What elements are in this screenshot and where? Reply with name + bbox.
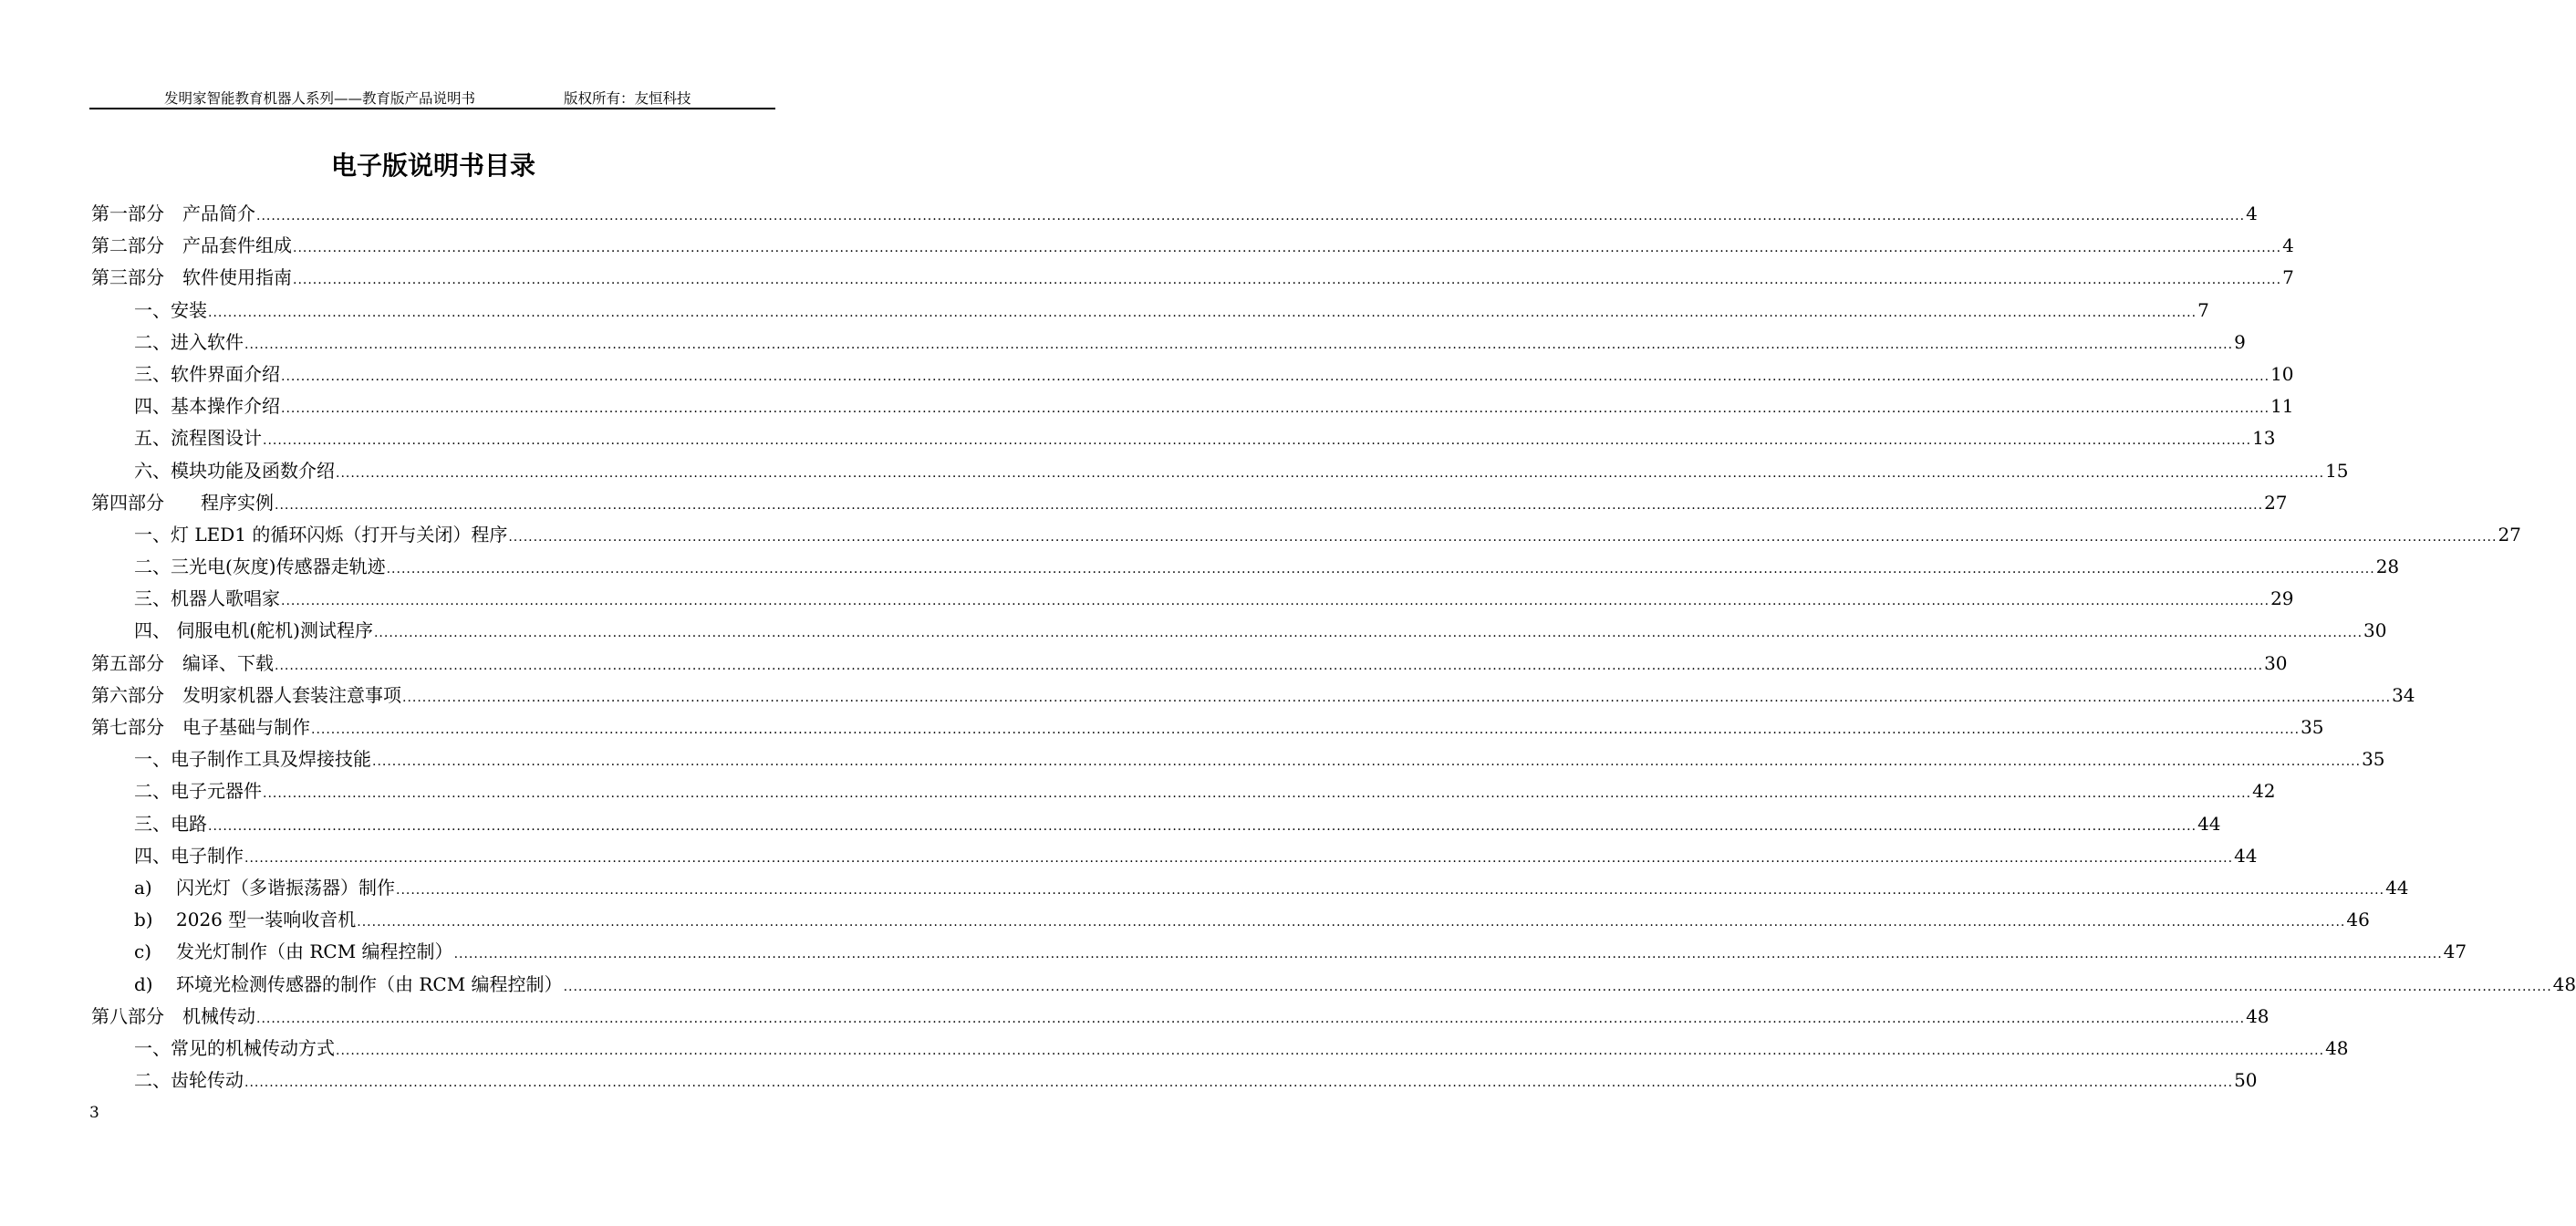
toc-entry-marker: c) — [134, 940, 152, 963]
toc-entry-page: 10 — [2270, 362, 2294, 385]
toc-dot-leader: ................................................................................................................................................................................................................................................................................................................................................................................................................ — [244, 1075, 2234, 1091]
toc-entry[interactable] — [134, 872, 2409, 904]
toc-entry-page: 42 — [2252, 780, 2276, 803]
toc-dot-leader: ................................................................................................................................................................................................................................................................................................................................................................................................................ — [281, 594, 2270, 609]
toc-entry[interactable] — [134, 743, 2385, 775]
toc-entry-page: 48 — [2552, 972, 2576, 995]
toc-entry[interactable] — [134, 1033, 2349, 1065]
toc-entry-label: 发光灯制作（由 RCM 编程控制） — [176, 940, 453, 963]
toc-entry-page: 7 — [2197, 298, 2209, 321]
toc-entry[interactable] — [134, 1065, 2258, 1096]
toc-dot-leader: ................................................................................................................................................................................................................................................................................................................................................................................................................ — [453, 947, 2443, 962]
toc-entry-label: 第三部分 软件使用指南 — [91, 266, 292, 289]
toc-entry-label: 二、电子元器件 — [134, 780, 262, 803]
toc-entry-page: 35 — [2362, 748, 2385, 771]
toc-entry-label: 环境光检测传感器的制作（由 RCM 编程控制） — [176, 972, 563, 995]
toc-entry-page: 44 — [2197, 812, 2221, 835]
toc-entry[interactable] — [134, 840, 2258, 872]
toc-dot-leader: ................................................................................................................................................................................................................................................................................................................................................................................................................ — [256, 1011, 2246, 1026]
toc-entry-label: 四、 伺服电机(舵机)测试程序 — [134, 619, 373, 642]
toc-entry-page: 44 — [2234, 844, 2258, 867]
page-number: 3 — [89, 1104, 99, 1122]
toc-entry[interactable] — [134, 551, 2400, 583]
toc-dot-leader: ................................................................................................................................................................................................................................................................................................................................................................................................................ — [508, 529, 2498, 545]
toc-entry[interactable] — [134, 519, 2521, 551]
toc-entry-label: 二、齿轮传动 — [134, 1069, 244, 1092]
toc-entry-label: 第七部分 电子基础与制作 — [91, 716, 310, 738]
toc-dot-leader: ................................................................................................................................................................................................................................................................................................................................................................................................................ — [293, 273, 2282, 288]
toc-dot-leader: ................................................................................................................................................................................................................................................................................................................................................................................................................ — [372, 754, 2362, 770]
toc-entry-label: 三、软件界面介绍 — [134, 362, 280, 385]
toc-entry-marker: a) — [134, 876, 152, 899]
toc-entry[interactable] — [91, 712, 2324, 743]
toc-entry-label: 第一部分 产品简介 — [91, 203, 255, 224]
toc-entry-label: 第四部分 程序实例 — [91, 491, 274, 514]
running-header — [89, 86, 775, 109]
toc-entry-label: 一、电子制作工具及焊接技能 — [134, 748, 371, 771]
toc-entry-page: 35 — [2301, 716, 2324, 738]
toc-entry-label: 二、三光电(灰度)传感器走轨迹 — [134, 556, 386, 578]
toc-entry[interactable] — [134, 295, 2209, 327]
toc-entry-marker: d) — [134, 972, 153, 995]
toc-entry-page: 30 — [2264, 651, 2288, 674]
toc-entry[interactable] — [91, 230, 2294, 262]
toc-dot-leader: ................................................................................................................................................................................................................................................................................................................................................................................................................ — [263, 786, 2252, 802]
toc-entry-page: 4 — [2282, 234, 2294, 257]
toc-entry[interactable] — [134, 615, 2387, 647]
toc-dot-leader: ................................................................................................................................................................................................................................................................................................................................................................................................................ — [275, 497, 2264, 513]
toc-entry-label: 一、灯 LED1 的循环闪烁（打开与关闭）程序 — [134, 523, 508, 545]
toc-entry[interactable] — [91, 680, 2415, 712]
toc-entry[interactable] — [91, 487, 2288, 519]
toc-dot-leader: ................................................................................................................................................................................................................................................................................................................................................................................................................ — [402, 690, 2392, 705]
toc-dot-leader: ................................................................................................................................................................................................................................................................................................................................................................................................................ — [275, 658, 2264, 673]
toc-dot-leader: ................................................................................................................................................................................................................................................................................................................................................................................................................ — [336, 465, 2325, 481]
toc-entry-label: 第八部分 机械传动 — [91, 1004, 255, 1027]
toc-entry[interactable] — [91, 262, 2294, 294]
toc-dot-leader: ................................................................................................................................................................................................................................................................................................................................................................................................................ — [281, 369, 2270, 384]
toc-entry[interactable] — [134, 455, 2349, 487]
toc-dot-leader: ................................................................................................................................................................................................................................................................................................................................................................................................................ — [244, 850, 2234, 866]
toc-entry-marker: b) — [134, 909, 153, 931]
toc-entry-page: 27 — [2498, 523, 2521, 545]
toc-dot-leader: ................................................................................................................................................................................................................................................................................................................................................................................................................ — [357, 915, 2346, 930]
toc-entry[interactable] — [134, 422, 2276, 454]
toc-entry-page: 46 — [2346, 909, 2370, 931]
toc-entry-page: 28 — [2375, 556, 2400, 578]
toc-dot-leader: ................................................................................................................................................................................................................................................................................................................................................................................................................ — [293, 241, 2282, 256]
toc-dot-leader: ................................................................................................................................................................................................................................................................................................................................................................................................................ — [311, 722, 2301, 737]
toc-entry-label: 第五部分 编译、下载 — [91, 651, 274, 674]
toc-entry-page: 29 — [2270, 587, 2294, 610]
toc-dot-leader: ................................................................................................................................................................................................................................................................................................................................................................................................................ — [336, 1043, 2325, 1058]
toc-entry-label: 一、常见的机械传动方式 — [134, 1036, 335, 1059]
toc-entry[interactable] — [91, 648, 2288, 680]
toc-entry-label: 一、安装 — [134, 298, 207, 321]
toc-entry-page: 7 — [2282, 266, 2294, 289]
toc-dot-leader: ................................................................................................................................................................................................................................................................................................................................................................................................................ — [386, 562, 2375, 577]
toc-entry-label: 三、机器人歌唱家 — [134, 587, 280, 610]
toc-entry[interactable] — [134, 390, 2294, 422]
toc-entry-label: 四、基本操作介绍 — [134, 395, 280, 418]
toc-dot-leader: ................................................................................................................................................................................................................................................................................................................................................................................................................ — [208, 305, 2197, 320]
toc-entry-page: 50 — [2234, 1069, 2258, 1092]
toc-entry-page: 47 — [2443, 940, 2467, 963]
toc-entry-label: 第六部分 发明家机器人套装注意事项 — [91, 683, 401, 706]
toc-entry-page: 27 — [2264, 491, 2288, 514]
toc-entry-label: 三、电路 — [134, 812, 207, 835]
toc-entry-page: 13 — [2252, 427, 2276, 450]
header-document-title: 发明家智能教育机器人系列——教育版产品说明书 — [164, 90, 476, 107]
toc-entry-page: 48 — [2325, 1036, 2349, 1059]
toc-dot-leader: ................................................................................................................................................................................................................................................................................................................................................................................................................ — [208, 818, 2197, 834]
toc-dot-leader: ................................................................................................................................................................................................................................................................................................................................................................................................................ — [281, 401, 2270, 417]
toc-entry-page: 30 — [2363, 619, 2387, 642]
toc-entry[interactable] — [134, 583, 2294, 615]
toc-entry-label: 2026 型一装响收音机 — [176, 909, 357, 931]
toc-entry-page: 11 — [2270, 395, 2294, 418]
toc-entry-label: 四、电子制作 — [134, 844, 244, 867]
toc-entry[interactable] — [134, 358, 2294, 390]
toc-entry-page: 34 — [2392, 683, 2415, 706]
toc-entry[interactable] — [134, 775, 2276, 807]
table-of-contents — [0, 198, 2576, 1096]
toc-entry[interactable] — [134, 327, 2246, 358]
toc-entry-page: 15 — [2325, 459, 2349, 482]
toc-entry-label: 六、模块功能及函数介绍 — [134, 459, 335, 482]
toc-entry[interactable] — [134, 969, 2576, 1001]
toc-dot-leader: ................................................................................................................................................................................................................................................................................................................................................................................................................ — [244, 337, 2234, 352]
toc-entry[interactable] — [134, 808, 2221, 840]
toc-entry-page: 44 — [2385, 876, 2409, 899]
header-copyright: 版权所有：友恒科技 — [564, 90, 691, 107]
toc-dot-leader: ................................................................................................................................................................................................................................................................................................................................................................................................................ — [396, 882, 2385, 898]
toc-entry[interactable] — [134, 936, 2467, 968]
toc-entry-label: 第二部分 产品套件组成 — [91, 234, 292, 257]
toc-dot-leader: ................................................................................................................................................................................................................................................................................................................................................................................................................ — [373, 626, 2363, 641]
toc-entry-page: 48 — [2246, 1004, 2270, 1027]
toc-dot-leader: ................................................................................................................................................................................................................................................................................................................................................................................................................ — [256, 209, 2246, 223]
toc-dot-leader: ................................................................................................................................................................................................................................................................................................................................................................................................................ — [263, 433, 2252, 449]
toc-entry[interactable] — [134, 904, 2370, 936]
toc-entry-page: 9 — [2234, 330, 2246, 353]
toc-entry-label: 二、进入软件 — [134, 330, 244, 353]
page-title: 电子版说明书目录 — [330, 151, 535, 181]
toc-entry[interactable] — [91, 1001, 2270, 1033]
toc-entry-label: 闪光灯（多谐振荡器）制作 — [176, 876, 395, 899]
toc-entry-page: 4 — [2246, 203, 2258, 224]
toc-entry-label: 五、流程图设计 — [134, 427, 262, 450]
toc-entry[interactable] — [91, 198, 2258, 230]
toc-dot-leader: ................................................................................................................................................................................................................................................................................................................................................................................................................ — [563, 979, 2552, 994]
